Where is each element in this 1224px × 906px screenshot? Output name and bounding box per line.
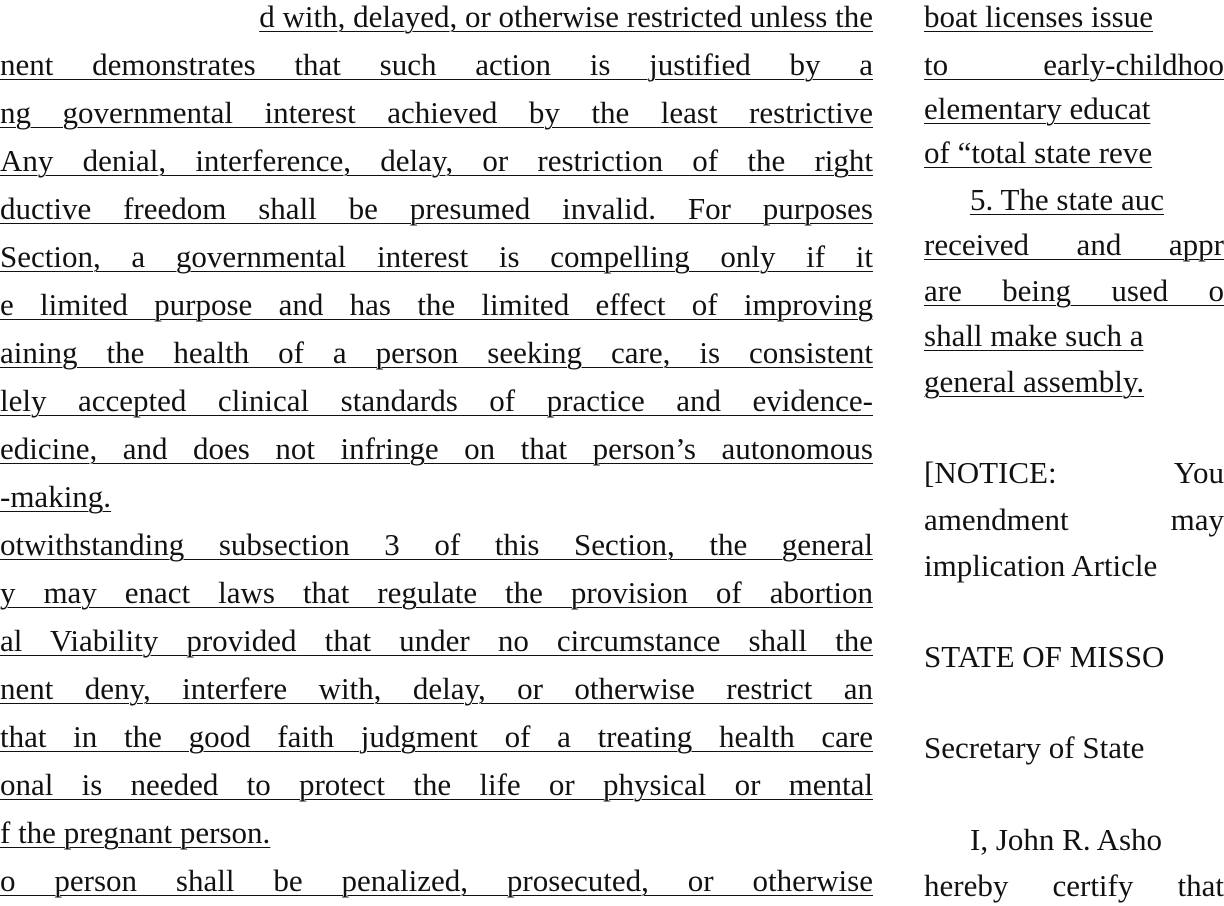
state-heading: STATE OF MISSO [924, 639, 1165, 674]
right-text-column [924, 0, 1224, 903]
text-line: 5. The state auc [970, 182, 1164, 217]
text-line: edicine, and does not infringe on that person’s autonomous [0, 431, 873, 466]
text-line: boat licenses issue [924, 0, 1154, 34]
text-line: to early-childhoo [924, 47, 1224, 82]
notice-line: [NOTICE: You [924, 455, 1224, 490]
text-line: shall make such a [924, 318, 1144, 353]
text-line: Section, a governmental interest is compelling only if it [0, 239, 873, 274]
text-line: nent deny, interfere with, delay, or otherwise restrict an [0, 671, 873, 706]
text-line: received and appr [924, 227, 1224, 262]
text-line: -making. [0, 479, 112, 514]
text-line: are being used o [924, 273, 1224, 308]
text-line: ng governmental interest achieved by the least restrictive [0, 95, 873, 130]
text-line: implication Article [924, 548, 1158, 583]
text-line: y may enact laws that regulate the provision of abortion [0, 575, 873, 610]
text-line: of “total state reve [924, 135, 1153, 170]
secretary-line: Secretary of State [924, 730, 1145, 765]
text-line: e limited purpose and has the limited effect of improving [0, 287, 873, 322]
text-line: ductive freedom shall be presumed invalid. For purposes [0, 191, 873, 226]
text-line: d with, delayed, or otherwise restricted unless the [259, 0, 873, 34]
text-line: nent demonstrates that such action is justified by a [0, 47, 873, 82]
text-line: general assembly. [924, 364, 1145, 399]
text-line: f the pregnant person. [0, 815, 271, 850]
text-line: Any denial, interference, delay, or restriction of the right [0, 143, 873, 178]
certification-line: I, John R. Asho [970, 822, 1163, 857]
text-line: hereby certify that [924, 868, 1224, 903]
text-line: lely accepted clinical standards of practice and evidence- [0, 383, 873, 418]
text-line: elementary educat [924, 91, 1151, 126]
text-line: otwithstanding subsection 3 of this Section, the general [0, 527, 873, 562]
text-line: o person shall be penalized, prosecuted, or otherwise [0, 863, 873, 898]
text-line: al Viability provided that under no circumstance shall the [0, 623, 873, 658]
text-line: that in the good faith judgment of a treating health care [0, 719, 873, 754]
text-line: amendment may [924, 502, 1224, 537]
text-line: aining the health of a person seeking care, is consistent [0, 335, 873, 370]
text-line: onal is needed to protect the life or physical or mental [0, 767, 873, 802]
